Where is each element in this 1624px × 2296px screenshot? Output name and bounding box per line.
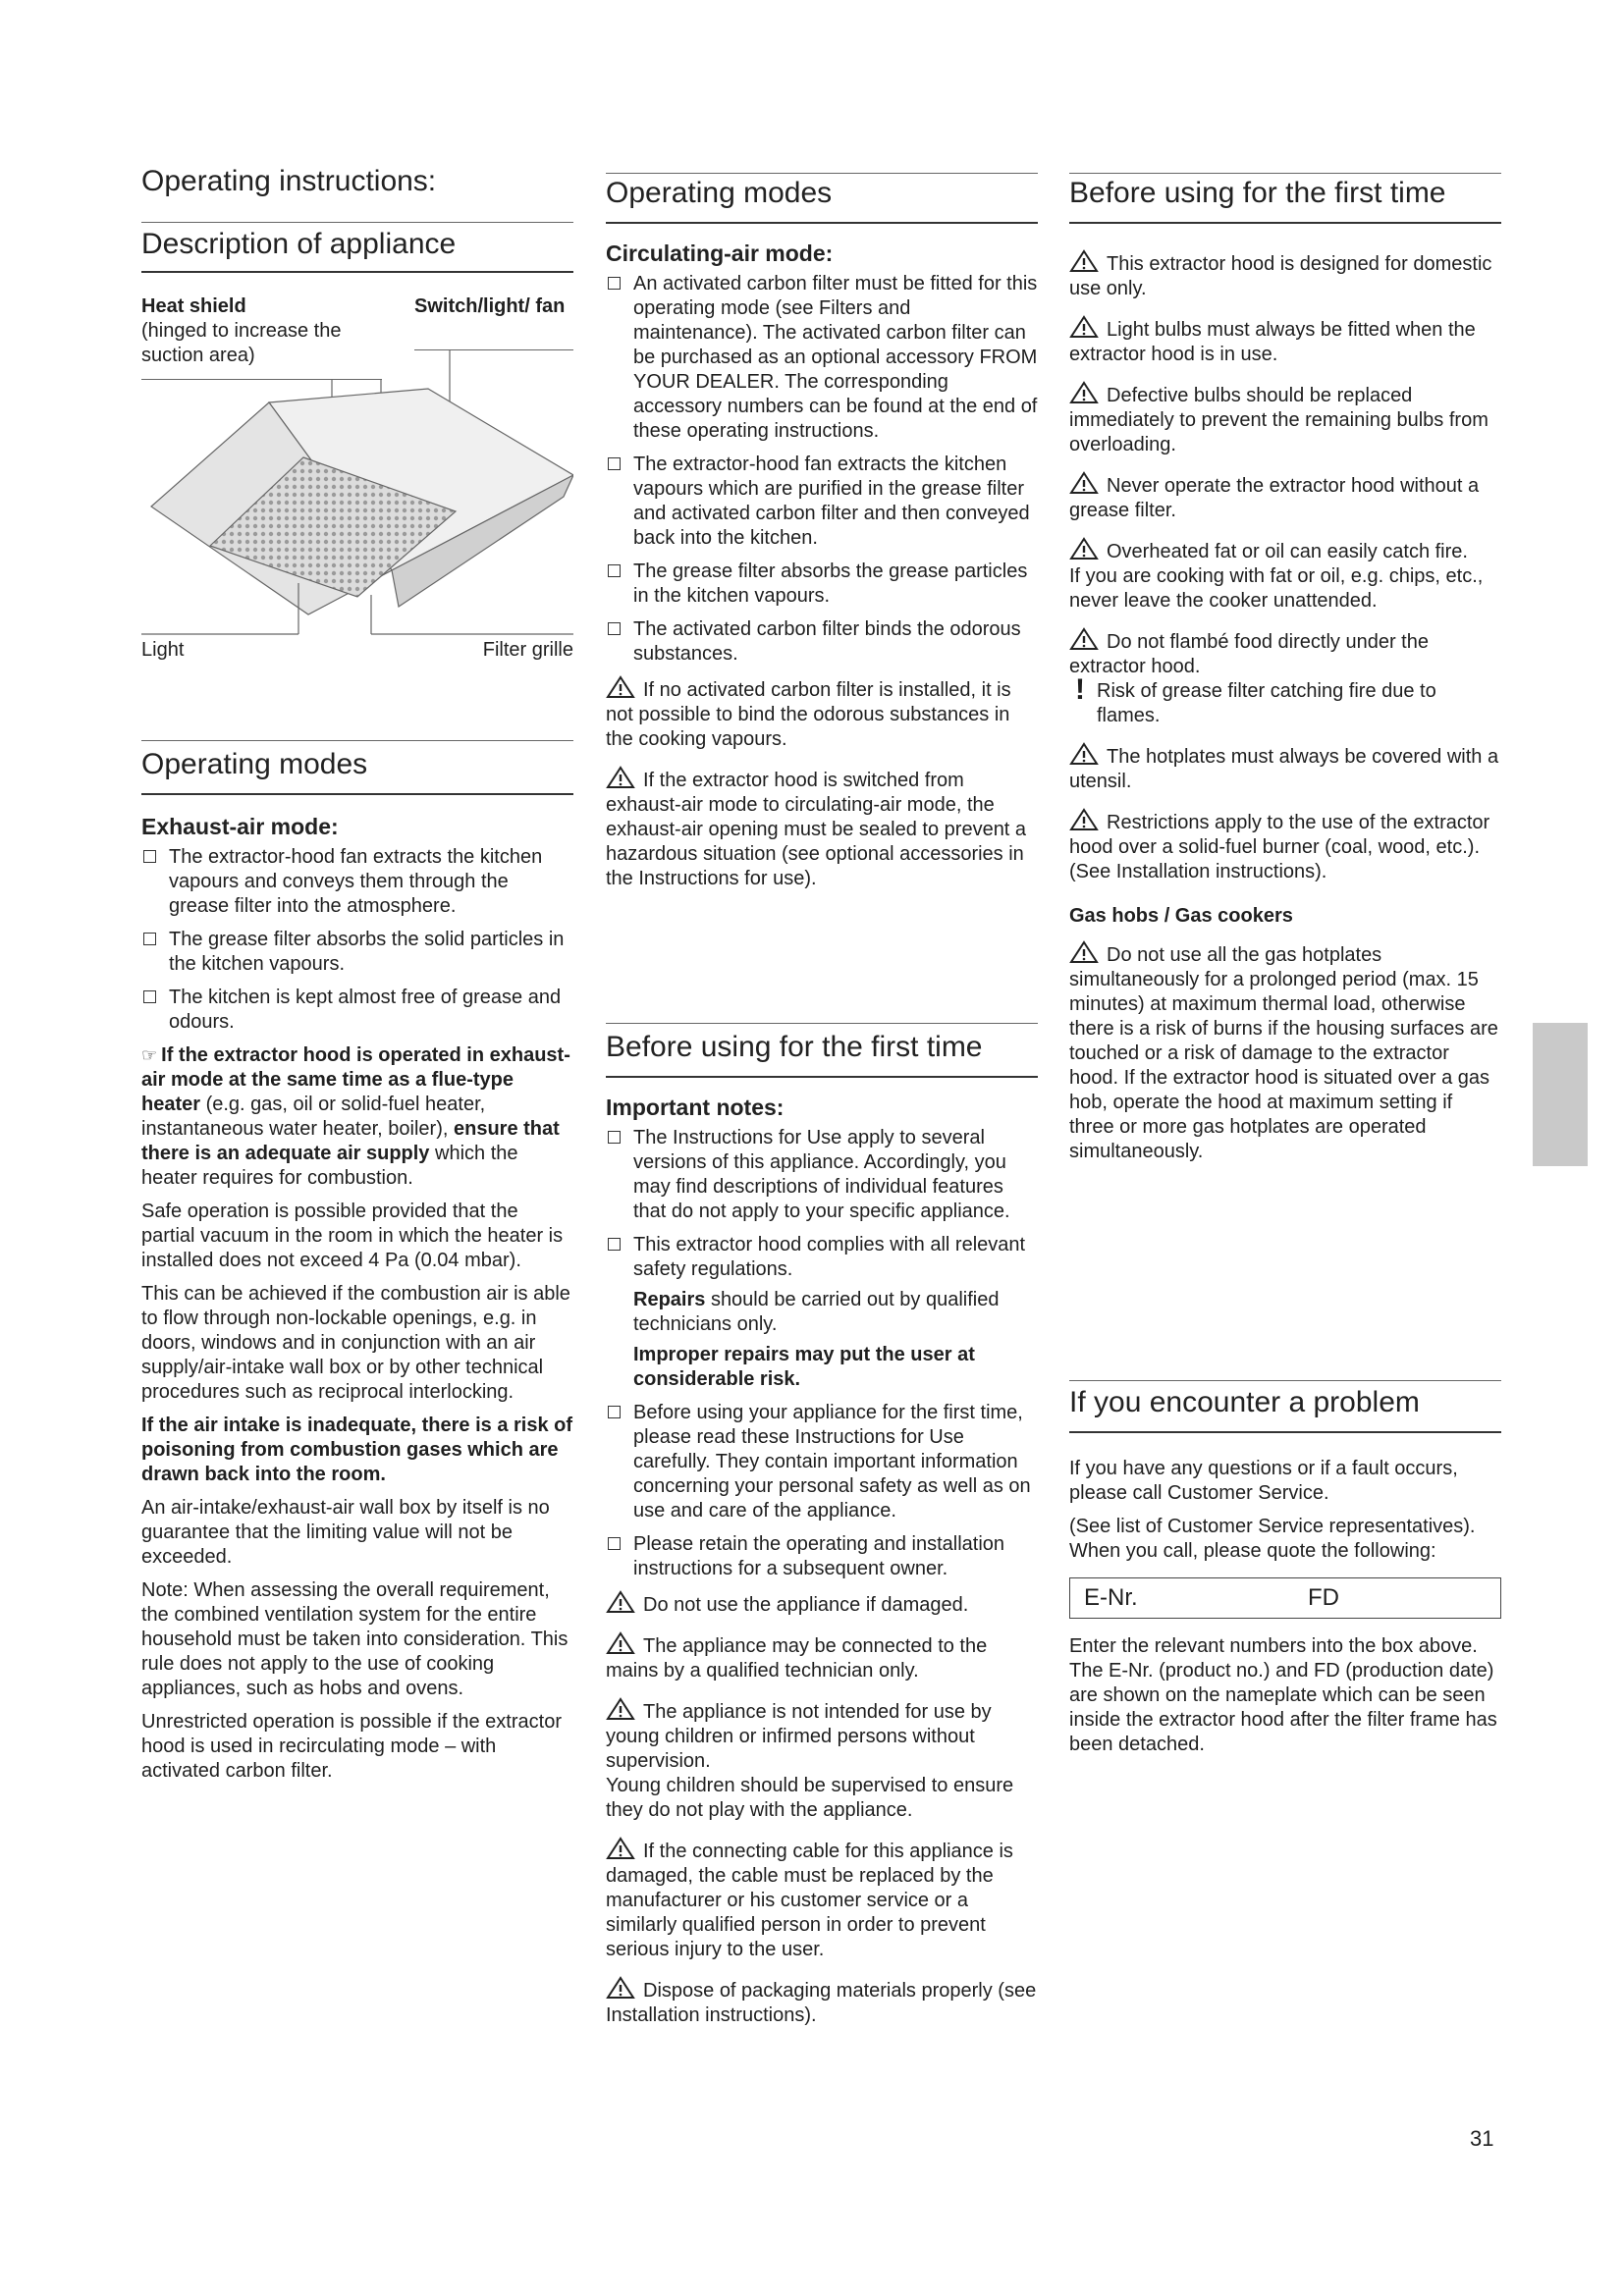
operating-modes-heading: Operating modes bbox=[606, 177, 833, 209]
paragraph: Unrestricted operation is possible if the extractor hood is used in recirculating mode – with activated carbon filter. bbox=[141, 1711, 562, 1782]
divider bbox=[1069, 1431, 1501, 1433]
exclamation-icon: ! bbox=[1075, 673, 1085, 706]
list-item: The Instructions for Use apply to several versions of this appliance. Accordingly, you may find descriptions of individual features that do not apply to your specific appliance. bbox=[606, 1126, 1038, 1224]
note-bold: If the extractor hood is operated in exhaust-air mode at the same time as a flue-type heater bbox=[141, 1044, 570, 1115]
heat-shield-title: Heat shield bbox=[141, 295, 246, 317]
divider bbox=[606, 222, 1038, 224]
repairs-note bbox=[633, 1288, 1038, 1337]
paragraph: (See list of Customer Service representatives). bbox=[1069, 1516, 1476, 1537]
list-item bbox=[606, 1233, 1038, 1392]
paragraph: This can be achieved if the combustion air is able to flow through non-lockable openings, e.g. in doors, windows and in conjunction with an air supply/air-intake wall box or by other technical procedures such as reciprocal interlocking. bbox=[141, 1283, 570, 1403]
repairs-bold: Repairs bbox=[633, 1289, 706, 1310]
warning-icon bbox=[1069, 249, 1099, 273]
page-number: 31 bbox=[1470, 2126, 1494, 2151]
list-item: The activated carbon filter binds the odorous substances. bbox=[606, 617, 1038, 667]
warning-icon bbox=[1069, 537, 1099, 561]
divider bbox=[141, 793, 573, 795]
warning bbox=[1069, 381, 1501, 457]
warning-icon bbox=[606, 1631, 635, 1655]
warning-icon bbox=[606, 1697, 635, 1721]
problem-section bbox=[1069, 1457, 1501, 1766]
divider bbox=[1069, 173, 1501, 174]
extractor-hood-diagram bbox=[141, 349, 573, 644]
warning-text: Overheated fat or oil can easily catch fire. bbox=[1107, 541, 1468, 562]
supervision-text: Young children should be supervised to ensure they do not play with the appliance. bbox=[606, 1775, 1014, 1821]
circulating-section bbox=[606, 241, 1038, 905]
warning-icon bbox=[606, 675, 635, 699]
paragraph: Enter the relevant numbers into the box above. The E-Nr. (product no.) and FD (production date) are shown on the nameplate which can be seen inside the extractor hood after the filter frame has been detached. bbox=[1069, 1635, 1497, 1755]
warning bbox=[606, 1697, 1038, 1823]
paragraph-bold: If the air intake is inadequate, there is a risk of poisoning from combustion gases which are drawn back into the room. bbox=[141, 1415, 573, 1485]
warning-text: If the extractor hood is switched from exhaust-air mode to circulating-air mode, the exhaust-air opening must be sealed to prevent a hazardous situation (see optional accessories in the Instructions for use). bbox=[606, 770, 1027, 889]
important-heading: Important notes: bbox=[606, 1095, 785, 1120]
warning bbox=[606, 1976, 1038, 2028]
warning bbox=[1069, 249, 1501, 301]
enr-label: E-Nr. bbox=[1084, 1584, 1138, 1611]
exhaust-heading: Exhaust-air mode: bbox=[141, 814, 339, 839]
warning-text: The hotplates must always be covered with a utensil. bbox=[1069, 746, 1499, 792]
list-item: Please retain the operating and installation instructions for a subsequent owner. bbox=[606, 1532, 1038, 1581]
paragraph: When you call, please quote the following: bbox=[1069, 1540, 1436, 1562]
product-number-box[interactable] bbox=[1069, 1577, 1501, 1619]
warning-icon bbox=[606, 1837, 635, 1860]
warning bbox=[606, 1590, 1038, 1618]
light-label: Light bbox=[141, 639, 185, 661]
paragraph: If you have any questions or if a fault occurs, please call Customer Service. bbox=[1069, 1458, 1458, 1504]
operating-modes-heading: Operating modes bbox=[141, 748, 368, 780]
side-tab-marker bbox=[1533, 1023, 1588, 1166]
note-text: (e.g. gas, oil or solid-fuel heater, instantaneous water heater, boiler), bbox=[141, 1094, 486, 1140]
divider bbox=[1069, 222, 1501, 224]
warning-text: The appliance may be connected to the mains by a qualified technician only. bbox=[606, 1635, 988, 1682]
problem-heading: If you encounter a problem bbox=[1069, 1386, 1420, 1418]
warning bbox=[606, 675, 1038, 752]
divider bbox=[606, 1023, 1038, 1024]
warning-text: Defective bulbs should be replaced immediately to prevent the remaining bulbs from overloading. bbox=[1069, 385, 1489, 455]
heat-shield-note: (hinged to increase the suction area) bbox=[141, 320, 342, 366]
warning-text: Do not use all the gas hotplates simultaneously for a prolonged period (max. 15 minutes) at maximum thermal load, otherwise there is a risk of burns if the housing surfaces are touched or a risk of damage to the extractor hood. If the extractor hood is situated over a gas hob, operate the hood at maximum setting if three or more gas hotplates are operated simultaneously. bbox=[1069, 944, 1498, 1162]
warning-icon bbox=[606, 766, 635, 789]
warning-text: If no activated carbon filter is installed, it is not possible to bind the odorous substances in the cooking vapours. bbox=[606, 679, 1011, 750]
pointing-hand-icon: ☞ bbox=[141, 1045, 158, 1065]
warning bbox=[1069, 627, 1501, 728]
paragraph: An air-intake/exhaust-air wall box by itself is no guarantee that the limiting value will not be exceeded. bbox=[141, 1497, 550, 1568]
note-text: which the heater requires for combustion. bbox=[141, 1143, 518, 1189]
list-item: The kitchen is kept almost free of grease and odours. bbox=[141, 986, 573, 1035]
warning-text: Light bulbs must always be fitted when the extractor hood is in use. bbox=[1069, 319, 1476, 365]
warning-icon bbox=[606, 1976, 635, 2000]
warning-icon bbox=[1069, 471, 1099, 495]
repairs-text: should be carried out by qualified technicians only. bbox=[633, 1289, 1000, 1335]
filter-grille-label: Filter grille bbox=[482, 639, 573, 661]
warning-icon bbox=[1069, 627, 1099, 651]
warning bbox=[1069, 940, 1501, 1164]
divider bbox=[1069, 1380, 1501, 1381]
warning-icon bbox=[1069, 808, 1099, 831]
risk-text: Risk of grease filter catching fire due to flames. bbox=[1097, 680, 1436, 726]
note-bold: ensure that there is an adequate air supply bbox=[141, 1118, 560, 1164]
first-time-heading: Before using for the first time bbox=[606, 1031, 983, 1063]
warning bbox=[606, 766, 1038, 891]
warning-text: If the connecting cable for this appliance is damaged, the cable must be replaced by the manufacturer or his customer service or a similarly qualified person in order to prevent serious injury to the user. bbox=[606, 1841, 1013, 1960]
page-title: Operating instructions: bbox=[141, 165, 437, 197]
first-time-heading: Before using for the first time bbox=[1069, 177, 1446, 209]
list-item: The grease filter absorbs the grease particles in the kitchen vapours. bbox=[606, 560, 1038, 609]
flue-heater-note bbox=[141, 1043, 573, 1191]
warning-icon bbox=[1069, 940, 1099, 964]
warning-subtext: If you are cooking with fat or oil, e.g. chips, etc., never leave the cooker unattended. bbox=[1069, 565, 1484, 612]
warning bbox=[1069, 742, 1501, 794]
warning bbox=[1069, 537, 1501, 614]
circulating-list bbox=[606, 272, 1038, 667]
gas-heading: Gas hobs / Gas cookers bbox=[1069, 905, 1293, 927]
warning-icon bbox=[1069, 315, 1099, 339]
exhaust-section bbox=[141, 815, 573, 1792]
paragraph: Safe operation is possible provided that the partial vacuum in the room in which the heater is installed does not exceed 4 Pa (0.04 mbar). bbox=[141, 1201, 564, 1271]
warning-text: Never operate the extractor hood without a grease filter. bbox=[1069, 475, 1480, 521]
paragraph: Note: When assessing the overall requirement, the combined ventilation system for the entire household must be taken into consideration. This rule does not apply to the use of cooking appliances, such as hobs and ovens. bbox=[141, 1579, 568, 1699]
warning-text: Do not flambé food directly under the extractor hood. bbox=[1069, 631, 1429, 677]
important-list bbox=[606, 1126, 1038, 1581]
divider bbox=[141, 271, 573, 273]
warning-icon bbox=[606, 1590, 635, 1614]
warning bbox=[606, 1631, 1038, 1683]
divider bbox=[606, 173, 1038, 174]
exhaust-list bbox=[141, 845, 573, 1035]
warning-text: Do not use the appliance if damaged. bbox=[643, 1594, 969, 1616]
list-item: An activated carbon filter must be fitted for this operating mode (see Filters and maintenance). The activated carbon filter can be purchased as an optional accessory FROM YOUR DEALER. The corresponding accessory numbers can be found at the end of these operating instructions. bbox=[606, 272, 1038, 444]
divider bbox=[141, 222, 573, 223]
list-item-text: This extractor hood complies with all relevant safety regulations. bbox=[633, 1234, 1026, 1280]
divider bbox=[606, 1076, 1038, 1078]
important-section bbox=[606, 1095, 1038, 2042]
divider bbox=[141, 740, 573, 741]
improper-repairs-note: Improper repairs may put the user at considerable risk. bbox=[633, 1344, 975, 1390]
safety-section bbox=[1069, 249, 1501, 1178]
warning bbox=[1069, 471, 1501, 523]
fd-label: FD bbox=[1308, 1584, 1339, 1611]
switch-label: Switch/light/ fan bbox=[414, 295, 566, 317]
list-item: The grease filter absorbs the solid particles in the kitchen vapours. bbox=[141, 928, 573, 977]
warning-text: Dispose of packaging materials properly (see Installation instructions). bbox=[606, 1980, 1037, 2026]
description-heading: Description of appliance bbox=[141, 228, 457, 260]
warning-text: This extractor hood is designed for domestic use only. bbox=[1069, 253, 1492, 299]
warning-text: The appliance is not intended for use by young children or infirmed persons without supervision. bbox=[606, 1701, 992, 1772]
warning bbox=[1069, 315, 1501, 367]
warning-icon bbox=[1069, 742, 1099, 766]
risk-note bbox=[1069, 673, 1501, 728]
warning bbox=[1069, 808, 1501, 884]
warning-icon bbox=[1069, 381, 1099, 404]
list-item: The extractor-hood fan extracts the kitchen vapours and conveys them through the grease filter into the atmosphere. bbox=[141, 845, 573, 919]
list-item: Before using your appliance for the first time, please read these Instructions for Use carefully. They contain important information concerning your personal safety as well as on use and care of the appliance. bbox=[606, 1401, 1038, 1523]
list-item: The extractor-hood fan extracts the kitchen vapours which are purified in the grease filter and activated carbon filter and then conveyed back into the kitchen. bbox=[606, 453, 1038, 551]
warning bbox=[606, 1837, 1038, 1962]
warning-text: Restrictions apply to the use of the extractor hood over a solid-fuel burner (coal, wood, etc.). (See Installation instructions). bbox=[1069, 812, 1490, 882]
circulating-heading: Circulating-air mode: bbox=[606, 240, 834, 266]
